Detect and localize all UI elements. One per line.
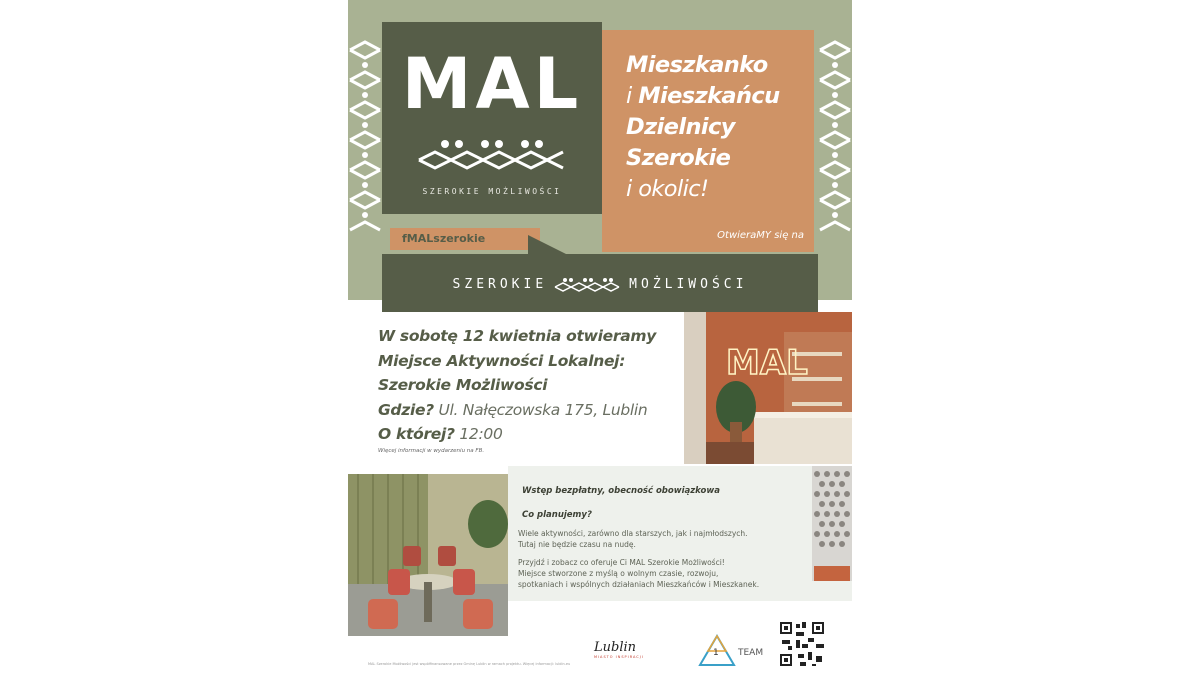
lublin-wordmark: Lublin <box>594 640 637 655</box>
facebook-icon: f <box>402 232 407 245</box>
when-label: O której? <box>378 425 455 443</box>
headline-line-3: Dzielnicy <box>626 114 735 140</box>
event-panel <box>348 312 684 470</box>
poster <box>348 0 852 675</box>
footer-fine-print: MAL Szerokie Możliwości jest współfinansowane przez Gminę Lublin w ramach projektu. Więcej informacji: lublin.eu <box>368 662 571 666</box>
info-paragraph-1b: Tutaj nie będzie czasu na nudę. <box>518 540 636 549</box>
team-logo <box>698 634 764 672</box>
banner-left-word: SZEROKIE <box>452 276 548 292</box>
event-line-3: Szerokie Możliwości <box>378 376 548 394</box>
headline-line-5: i okolic! <box>626 176 709 202</box>
qr-code-icon[interactable] <box>778 620 826 668</box>
opens-label: OtwieraMY się na <box>717 230 804 241</box>
plans-question: Co planujemy? <box>522 510 592 520</box>
facebook-handle <box>402 232 485 245</box>
interior-photo-top <box>684 312 852 464</box>
info-paragraph-1a: Wiele aktywności, zarówno dla starszych, jak i najmłodszych. <box>518 529 748 538</box>
team-number: 1 <box>713 648 719 658</box>
banner-row <box>382 276 818 292</box>
event-line-2: Miejsce Aktywności Lokalnej: <box>378 351 626 370</box>
where-label: Gdzie? <box>378 400 434 419</box>
info-paragraph-2c: spotkaniach i wspólnych działaniach Mieszkańców i Mieszkanek. <box>518 580 760 589</box>
neon-sign: MAL <box>726 343 808 383</box>
tiles-photo <box>812 466 852 581</box>
team-label: TEAM <box>738 648 764 658</box>
headline-line-2-prefix: i <box>626 83 639 109</box>
banner-right-word: MOŻLIWOŚCI <box>629 276 748 292</box>
event-details <box>378 324 656 447</box>
headline-line-2: Mieszkańcu <box>638 83 780 109</box>
cafe-illustration <box>348 474 508 636</box>
headline-box <box>602 30 814 252</box>
headline <box>626 50 780 205</box>
logo-wordmark: MAL <box>401 43 583 125</box>
event-line-1: W sobotę 12 kwietnia otwieramy <box>378 327 657 345</box>
entry-info: Wstęp bezpłatny, obecność obowiązkowa <box>522 486 720 496</box>
banner <box>382 254 818 312</box>
event-note: Więcej informacji w wydarzeniu na FB. <box>378 448 485 454</box>
logo-subtitle: SZEROKIE MOŻLIWOŚCI <box>422 187 562 196</box>
info-panel <box>508 466 852 601</box>
lublin-tagline: MIASTO INSPIRACJI <box>594 655 644 659</box>
info-paragraph-2a: Przyjdź i zobacz co oferuje Ci MAL Szerokie Możliwości! <box>518 558 725 567</box>
logo-motif-icon <box>417 138 567 174</box>
folk-pattern-right <box>818 38 852 238</box>
lublin-logo <box>594 640 644 659</box>
mal-logo <box>382 22 602 214</box>
headline-line-4: Szerokie <box>626 145 731 171</box>
banner-motif-icon <box>553 276 623 292</box>
info-paragraph-2b: Miejsce stworzone z myślą o wolnym czasie, rozwoju, <box>518 569 719 578</box>
facebook-tag <box>390 228 540 250</box>
where-value: Ul. Nałęczowska 175, Lublin <box>438 400 648 419</box>
facebook-handle-text: MALszerokie <box>406 232 486 245</box>
headline-line-1: Mieszkanko <box>626 52 768 78</box>
interior-illustration <box>684 312 852 464</box>
interior-photo-bottom <box>348 474 508 636</box>
folk-pattern-left <box>348 38 382 238</box>
when-value: 12:00 <box>459 425 503 443</box>
